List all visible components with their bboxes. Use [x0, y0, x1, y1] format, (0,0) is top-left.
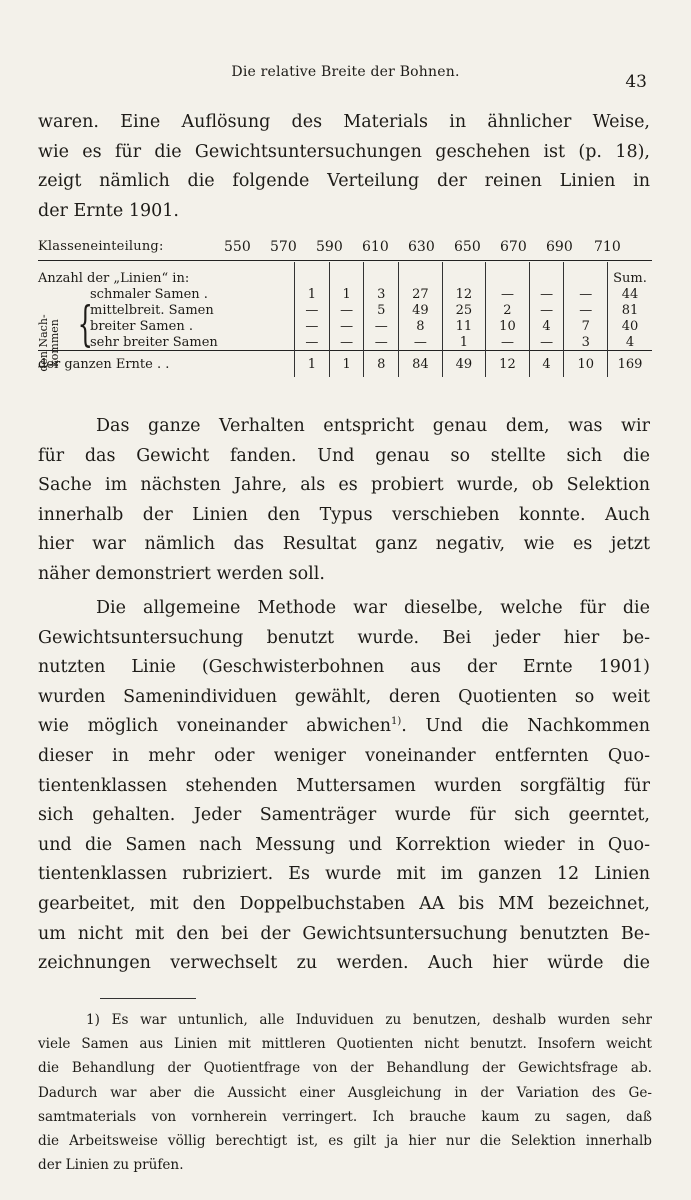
- row-label: sehr breiter Samen: [90, 335, 218, 350]
- total-row: [38, 351, 652, 378]
- table-cell: —: [529, 286, 564, 302]
- table-cell: —: [329, 318, 364, 334]
- footnote-line: viele Samen aus Linien mit mittleren Quotienten nicht benutzt. Insofern weicht: [38, 1036, 652, 1053]
- table-cell: —: [295, 318, 330, 334]
- table-cell: 5: [364, 302, 399, 318]
- table-row: [38, 318, 652, 334]
- table-cell: 1: [329, 351, 364, 378]
- brace-glyph: {: [77, 296, 93, 352]
- header-label: Anzahl der „Linien“ in:: [38, 271, 190, 286]
- paragraph-behavior: [38, 412, 650, 590]
- text-line: Gewichtsuntersuchung benutzt wurde. Bei jeder hier be-: [38, 627, 650, 648]
- table-cell: 1: [295, 351, 330, 378]
- footnote-line: samtmaterials von vornherein verringert. Ich brauche kaum zu sagen, daß: [38, 1108, 652, 1125]
- table-header-row: [38, 262, 652, 286]
- text-line: Die allgemeine Methode war dieselbe, welche für die: [96, 598, 650, 618]
- table-cell: —: [486, 286, 530, 302]
- table-cell: 1: [329, 286, 364, 302]
- footnote: [38, 1008, 652, 1177]
- class-value: 710: [594, 239, 621, 255]
- text-line: um nicht mit den bei der Gewichtsuntersuchung benutzten Be-: [38, 923, 650, 944]
- table-cell: —: [329, 302, 364, 318]
- class-header-row: [38, 236, 652, 258]
- text-line: zeichnungen verwechselt zu werden. Auch hier würde die: [38, 953, 650, 974]
- table-cell: [486, 262, 530, 286]
- table-cell: 8: [364, 351, 399, 378]
- table-cell: —: [364, 318, 399, 334]
- row-label: breiter Samen .: [90, 319, 193, 334]
- class-value: 690: [546, 239, 573, 255]
- table-rule: [38, 260, 652, 261]
- class-value: 630: [408, 239, 435, 255]
- row-label: schmaler Samen .: [90, 287, 208, 302]
- row-sum: 44: [608, 286, 653, 302]
- footnote-line: die Behandlung der Quotientfrage von der Behandlung der Gewichtsfrage ab.: [38, 1060, 652, 1077]
- text-line: tientenklassen rubriziert. Es wurde mit im ganzen 12 Linien: [38, 864, 650, 885]
- table-cell: —: [295, 302, 330, 318]
- text-line: zeigt nämlich die folgende Verteilung der reinen Linien in: [38, 171, 650, 192]
- table-cell: 49: [399, 302, 443, 318]
- table-cell: —: [364, 334, 399, 351]
- page-number: 43: [625, 72, 647, 92]
- text-line: waren. Eine Auflösung des Materials in ähnlicher Weise,: [38, 112, 650, 132]
- table-cell: —: [564, 286, 608, 302]
- text-line: hier war nämlich das Resultat ganz negativ, wie es jetzt: [38, 534, 650, 555]
- table-cell: 2: [486, 302, 530, 318]
- text-line: innerhalb der Linien den Typus verschieben konnte. Auch: [38, 504, 650, 525]
- class-value: 670: [500, 239, 527, 255]
- text-line: [38, 712, 650, 742]
- text-line: Das ganze Verhalten entspricht genau dem, was wir: [96, 416, 650, 436]
- table-cell: [364, 262, 399, 286]
- footnote-line: Dadurch war aber die Aussicht einer Ausgleichung in der Variation des Ge-: [38, 1084, 652, 1101]
- table-cell: —: [295, 334, 330, 351]
- table-cell: 49: [442, 351, 486, 378]
- table-cell: [399, 262, 443, 286]
- class-value: 570: [270, 239, 297, 255]
- row-sum: 40: [608, 318, 653, 334]
- row-label: mittelbreit. Samen: [90, 303, 214, 318]
- table-cell: 27: [399, 286, 443, 302]
- table-cell: —: [529, 334, 564, 351]
- table-cell: —: [399, 334, 443, 351]
- table-cell: [564, 262, 608, 286]
- text-line: und die Samen nach Messung und Korrektion wieder in Quo-: [38, 834, 650, 855]
- class-value: 610: [362, 239, 389, 255]
- table-cell: [529, 262, 564, 286]
- table-cell: —: [486, 334, 530, 351]
- classes-label: Klasseneinteilung:: [38, 239, 164, 254]
- text-line: der Ernte 1901.: [38, 200, 179, 221]
- table-cell: 12: [486, 351, 530, 378]
- text-line: sich gehalten. Jeder Samenträger wurde für sich geerntet,: [38, 805, 650, 826]
- footnote-line: die Arbeitsweise völlig berechtigt ist, es gilt ja hier nur die Selektion innerhalb: [38, 1133, 652, 1150]
- text-segment: wie möglich voneinander abwichen: [38, 716, 391, 737]
- text-line: für das Gewicht fanden. Und genau so stellte sich die: [38, 445, 650, 466]
- footnote-line: 1) Es war untunlich, alle Induviduen zu benutzen, deshalb wurden sehr: [86, 1012, 652, 1028]
- text-line: näher demonstriert werden soll.: [38, 563, 325, 584]
- table-cell: [329, 262, 364, 286]
- footnote-rule: [100, 998, 196, 999]
- running-title: Die relative Breite der Bohnen.: [231, 64, 460, 80]
- footnote-line: der Linien zu prüfen.: [38, 1157, 184, 1174]
- class-value: 650: [454, 239, 481, 255]
- table-cell: 1: [295, 286, 330, 302]
- table-cell: 12: [442, 286, 486, 302]
- table-cell: 1: [442, 334, 486, 351]
- text-line: dieser in mehr oder weniger voneinander entfernten Quo-: [38, 745, 650, 766]
- table-cell: 10: [564, 351, 608, 378]
- distribution-grid: [38, 262, 652, 377]
- table-cell: 4: [529, 318, 564, 334]
- text-line: wurden Samenindividuen gewählt, deren Quotienten so weit: [38, 686, 650, 707]
- table-cell: 11: [442, 318, 486, 334]
- text-line: tientenklassen stehenden Muttersamen wurden sorgfältig für: [38, 775, 650, 796]
- text-line: gearbeitet, mit den Doppelbuchstaben AA bis MM bezeichnet,: [38, 893, 650, 914]
- paragraph-intro: [38, 108, 650, 226]
- table-cell: 25: [442, 302, 486, 318]
- table-cell: 4: [529, 351, 564, 378]
- table-cell: 3: [564, 334, 608, 351]
- table-cell: —: [329, 334, 364, 351]
- row-sum: 81: [608, 302, 653, 318]
- text-line: Sache im nächsten Jahre, als es probiert wurde, ob Selektion: [38, 475, 650, 496]
- table-cell: 84: [399, 351, 443, 378]
- table-cell: 7: [564, 318, 608, 334]
- total-sum: 169: [608, 351, 653, 378]
- table-cell: 10: [486, 318, 530, 334]
- table-cell: 3: [364, 286, 399, 302]
- table-row: [38, 334, 652, 351]
- table-cell: —: [529, 302, 564, 318]
- sum-header: Sum.: [608, 262, 653, 286]
- text-line: wie es für die Gewichtsuntersuchungen geschehen ist (p. 18),: [38, 141, 650, 162]
- table-cell: [442, 262, 486, 286]
- table-row: [38, 302, 652, 318]
- text-line: nutzten Linie (Geschwisterbohnen aus der Ernte 1901): [38, 657, 650, 678]
- table-cell: —: [564, 302, 608, 318]
- table-row: [38, 286, 652, 302]
- footnote-ref[interactable]: 1): [391, 716, 402, 728]
- text-segment: . Und die Nachkommen: [401, 716, 650, 737]
- total-label: der ganzen Ernte . .: [38, 351, 295, 378]
- table-cell: 8: [399, 318, 443, 334]
- side-label: den Nach-kommen: [37, 314, 61, 372]
- class-value: 590: [316, 239, 343, 255]
- table-cell: [295, 262, 330, 286]
- row-sum: 4: [608, 334, 653, 351]
- class-value: 550: [224, 239, 251, 255]
- paragraph-method: [38, 594, 650, 979]
